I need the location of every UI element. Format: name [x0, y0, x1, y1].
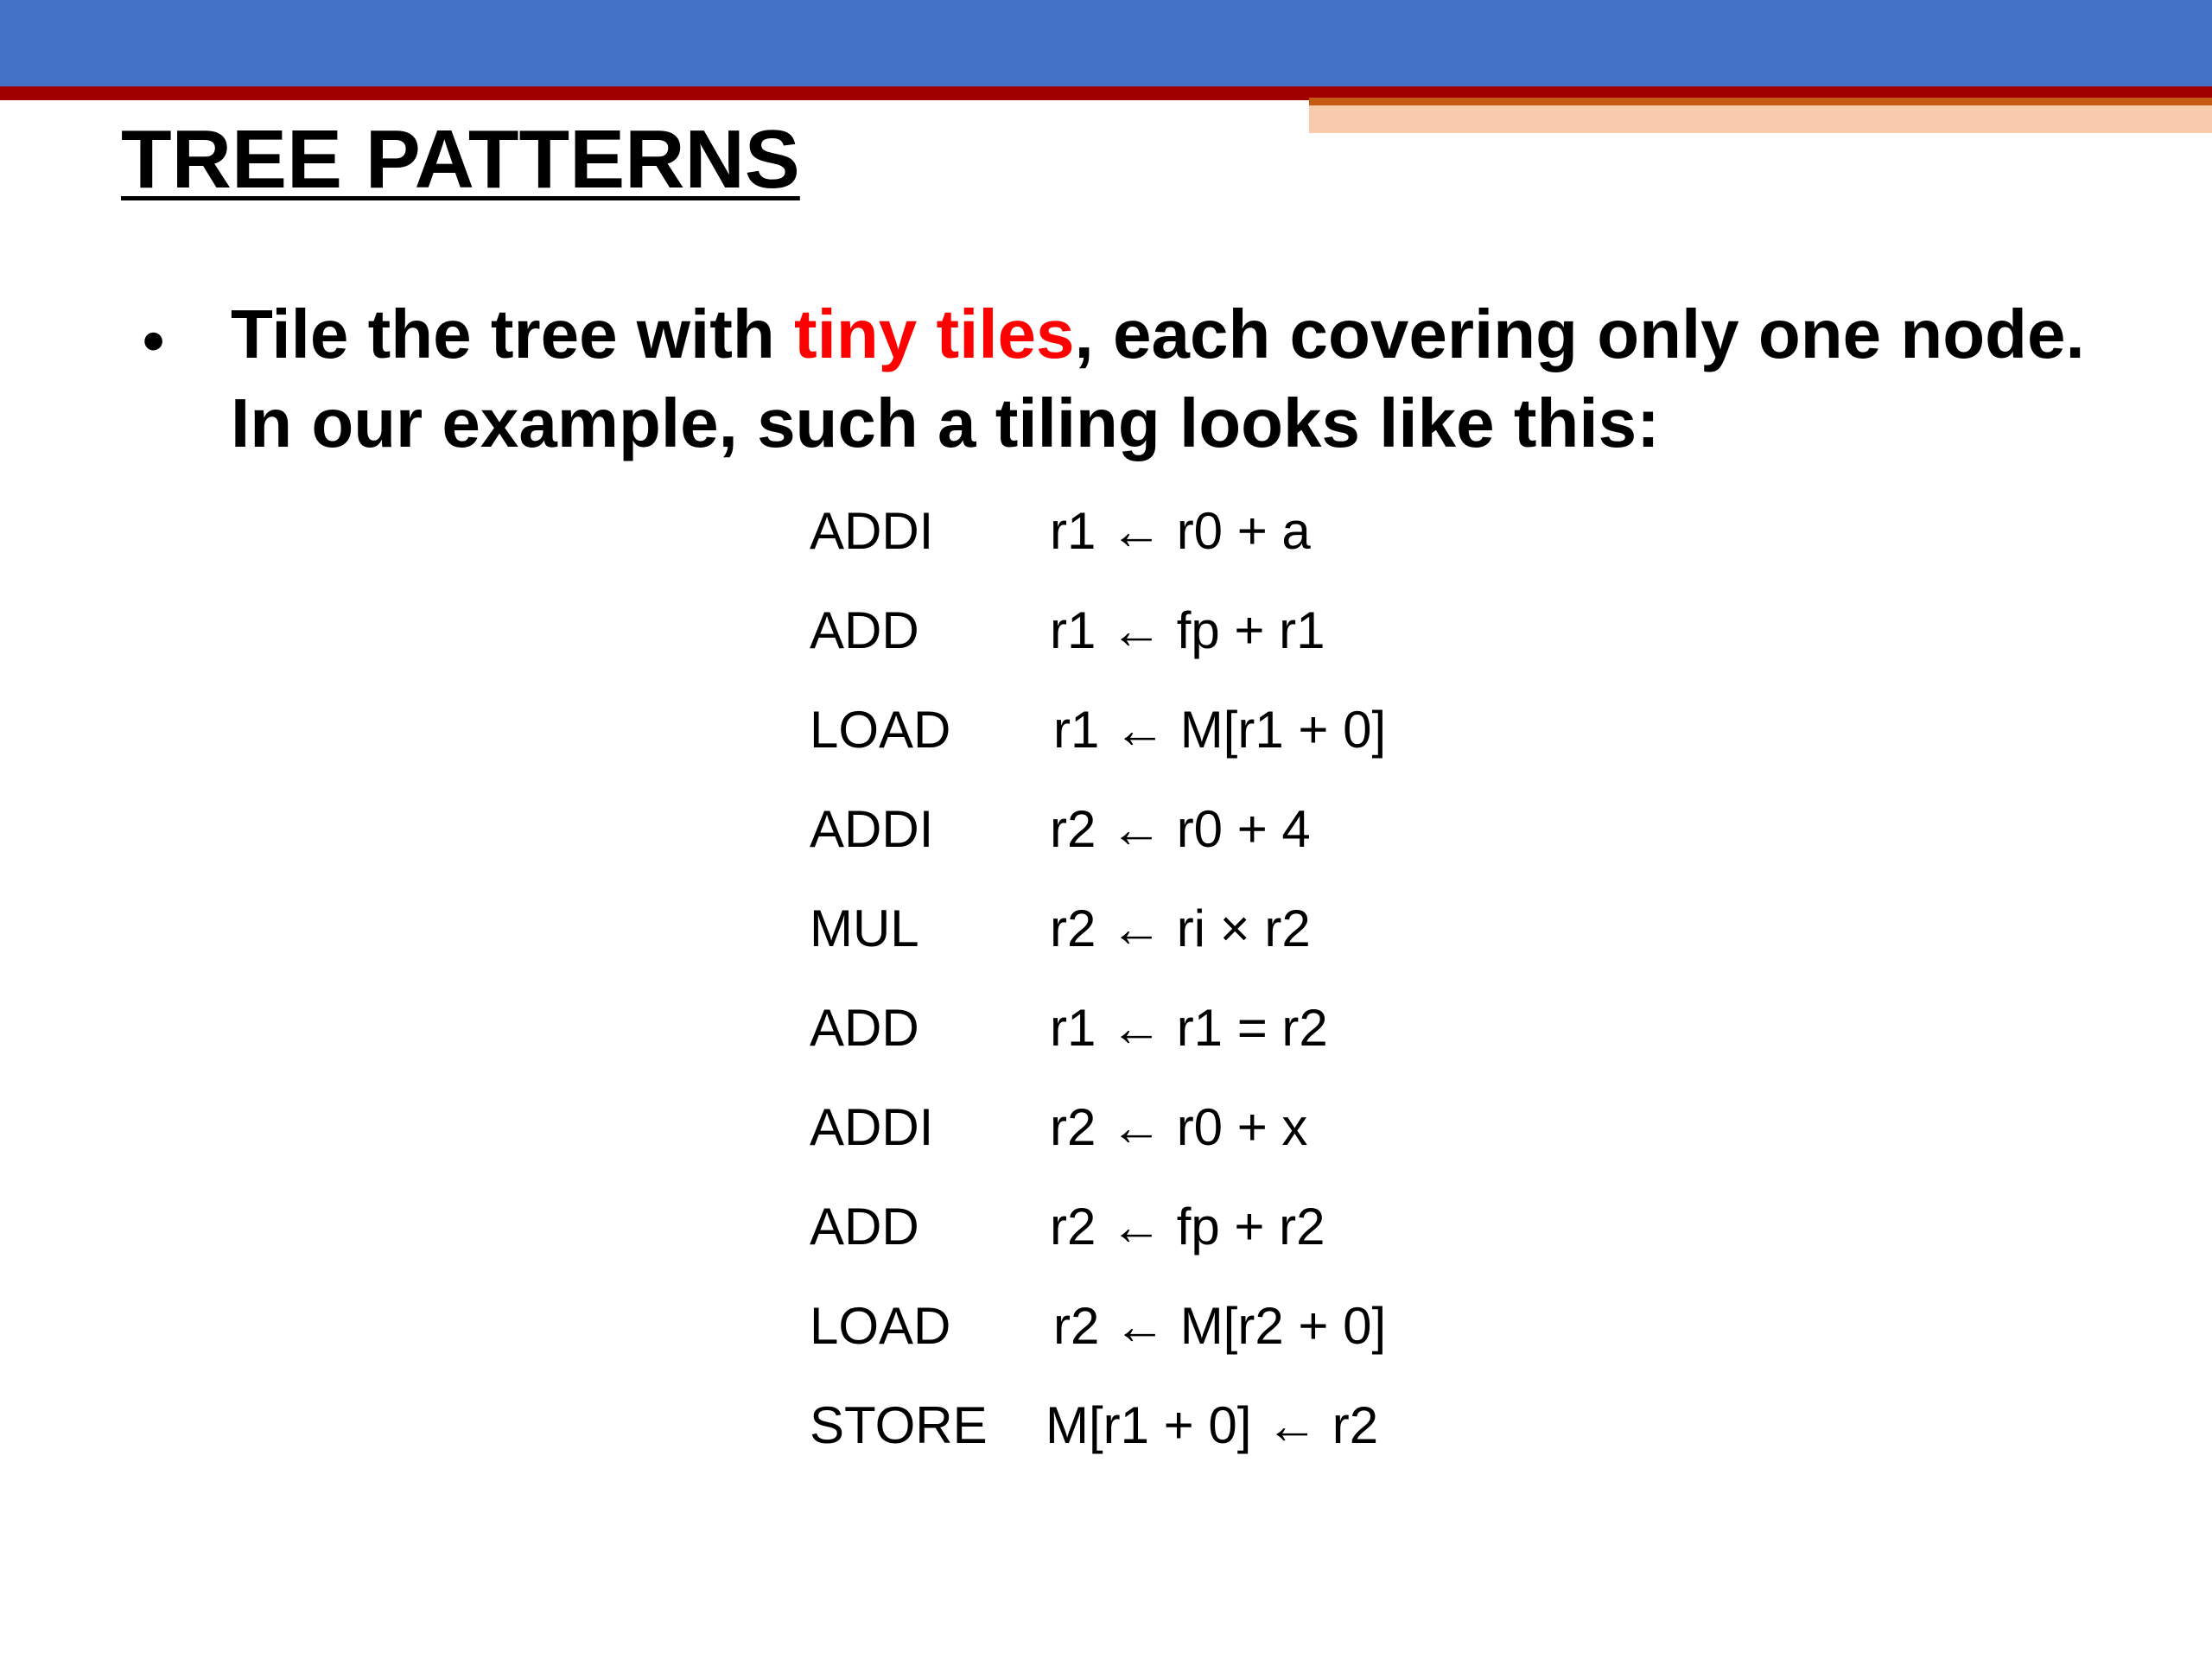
instruction-expression: r2 ← r0 + 4	[1050, 800, 1311, 858]
header-accent-stripe-light	[1309, 105, 2212, 133]
bullet-text-highlight: tiny tiles	[794, 296, 1075, 372]
header-accent-stripe-dark	[1309, 98, 2212, 105]
instruction-opcode: ADDI	[810, 1098, 934, 1156]
instruction-expression: r2 ← M[r2 + 0]	[1053, 1297, 1387, 1355]
instruction-opcode: ADDI	[810, 800, 934, 858]
instruction-expression: r1 ← r1 = r2	[1050, 999, 1328, 1057]
instruction-opcode: ADD	[810, 601, 919, 659]
instruction-expression: r2 ← ri × r2	[1050, 899, 1311, 957]
header-bar	[0, 0, 2212, 86]
instruction-expression: M[r1 + 0] ← r2	[1046, 1396, 1379, 1454]
instruction-opcode: ADDI	[810, 502, 934, 560]
bullet-text	[231, 289, 2087, 467]
bullet-text-suffix: , each covering only one node. In our example, such a tiling looks like this:	[231, 296, 2085, 461]
instruction-opcode: LOAD	[810, 701, 951, 759]
instruction-expression: r1 ← r0 + a	[1050, 502, 1311, 560]
instruction-expression: r2 ← r0 + x	[1050, 1098, 1308, 1156]
instruction-opcode: ADD	[810, 999, 919, 1057]
instruction-expression: r1 ← M[r1 + 0]	[1053, 701, 1387, 759]
instruction-opcode: STORE	[810, 1396, 988, 1454]
slide-title: TREE PATTERNS	[121, 113, 800, 206]
instruction-opcode: ADD	[810, 1198, 919, 1255]
instruction-opcode: LOAD	[810, 1297, 951, 1355]
bullet-text-prefix: Tile the tree with	[231, 296, 794, 372]
instruction-expression: r1 ← fp + r1	[1050, 601, 1325, 659]
instruction-expression: r2 ← fp + r2	[1050, 1198, 1325, 1255]
instruction-opcode: MUL	[810, 899, 919, 957]
bullet-marker: •	[143, 307, 165, 376]
